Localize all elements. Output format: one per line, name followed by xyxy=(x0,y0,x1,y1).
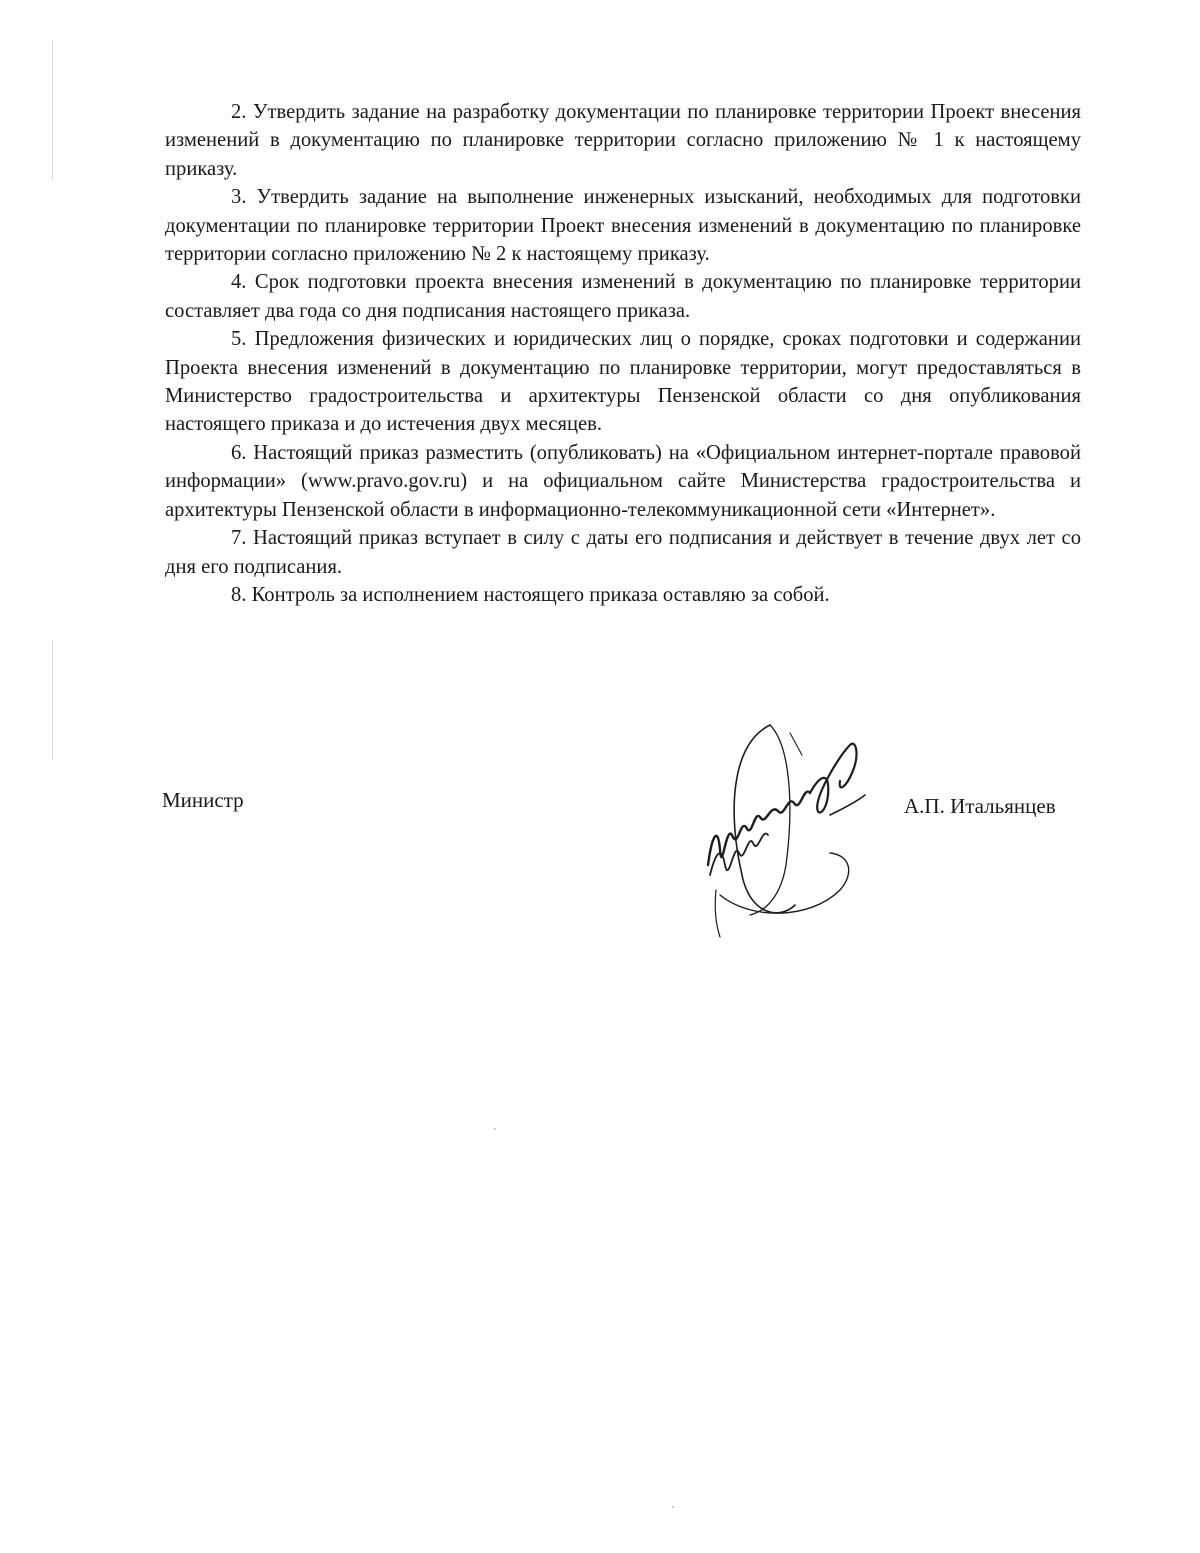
scan-speck xyxy=(672,1506,674,1508)
scan-edge-mark-middle xyxy=(52,640,53,760)
paragraph-item-7: 7. Настоящий приказ вступает в силу с даты его подписания и действует в течение двух лет со дня его подписания. xyxy=(165,527,1081,578)
paragraph-item-6: 6. Настоящий приказ разместить (опубликовать) на «Официальном интернет-портале правовой информации» (www.pravo.gov.ru) и на официальном сайте Министерства градостроительства и архитектуры Пензенской области в информационно-телекоммуникационной сети «Интернет». xyxy=(165,441,1081,521)
paragraph-item-3: 3. Утвердить задание на выполнение инженерных изысканий, необходимых для подготовки документации по планировке территории Проект внесения изменений в документацию по планировке территории согласно приложению № 2 к настоящему приказу. xyxy=(165,186,1081,266)
paragraph-item-4: 4. Срок подготовки проекта внесения изменений в документацию по планировке территории составляет два года со дня подписания настоящего приказа. xyxy=(165,271,1081,322)
document-body xyxy=(165,98,1081,609)
scan-speck xyxy=(494,1128,496,1130)
handwritten-signature xyxy=(690,715,890,945)
paragraph-item-8: 8. Контроль за исполнением настоящего приказа оставляю за собой. xyxy=(231,583,830,606)
paragraph-item-2: 2. Утвердить задание на разработку документации по планировке территории Проект внесения изменений в документацию по планировке территории согласно приложению № 1 к настоящему приказу. xyxy=(165,101,1081,180)
scan-edge-mark-top xyxy=(52,40,53,180)
paragraph-item-5: 5. Предложения физических и юридических лиц о порядке, сроках подготовки и содержании Проекта внесения изменений в документацию по планировке территории, могут предоставляться в Министерство градостроительства и архитектуры Пензенской области со дня опубликования настоящего приказа и до истечения двух месяцев. xyxy=(165,328,1081,436)
signatory-name: А.П. Итальянцев xyxy=(904,794,1056,818)
signatory-title: Министр xyxy=(162,788,244,812)
